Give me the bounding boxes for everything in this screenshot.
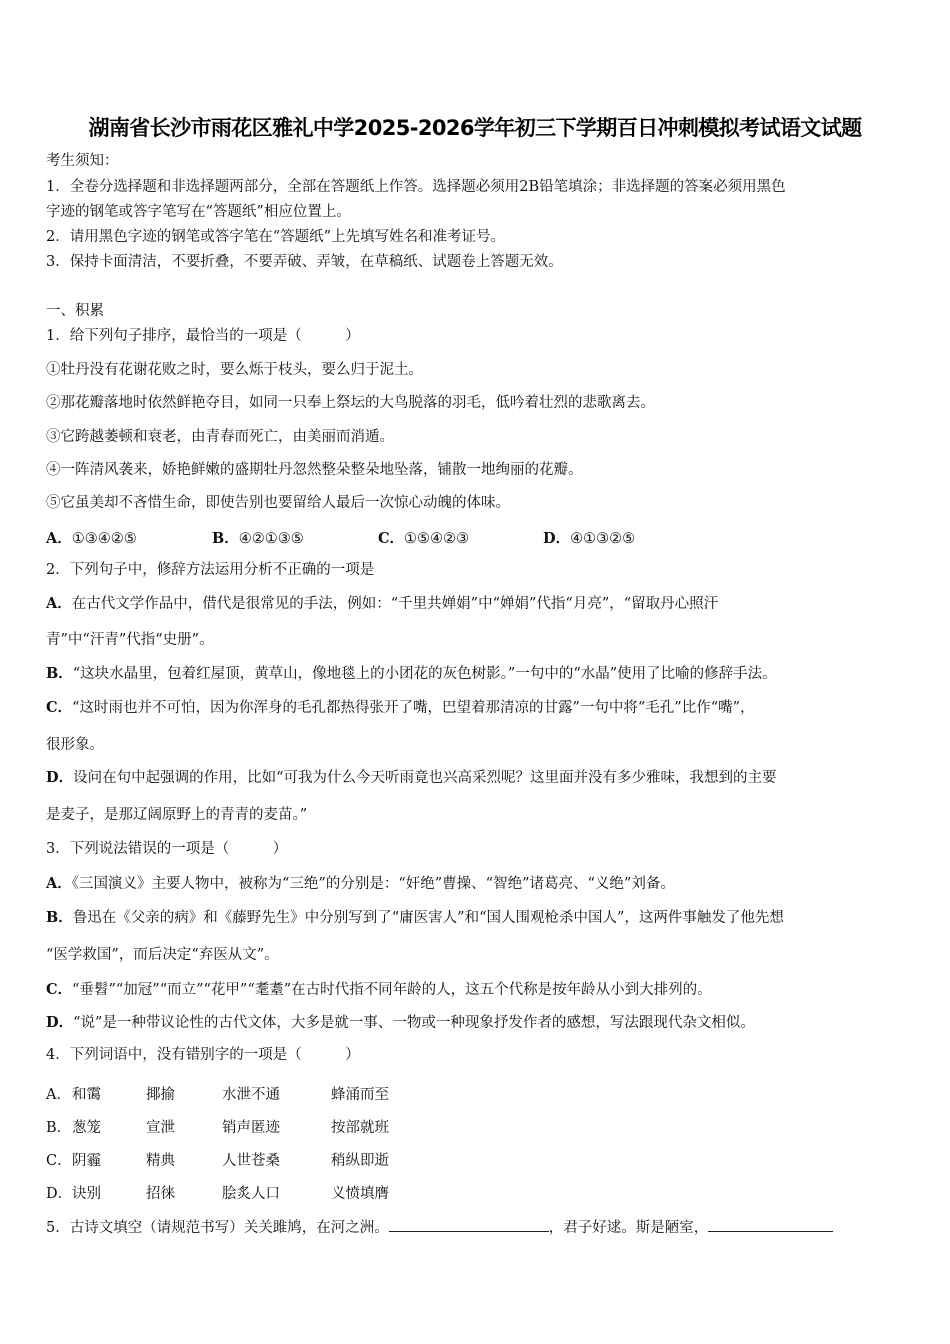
question-2-stem: 2．下列句子中，修辞方法运用分析不正确的一项是 — [46, 562, 375, 578]
option-label: D． — [46, 1014, 74, 1031]
option-word: 宣泄 — [146, 1120, 175, 1136]
option-text: ④②①③⑤ — [238, 531, 304, 547]
question-1-sentence: ④一阵清风袭来，娇艳鲜嫩的盛期牡丹忽然整朵整朵地坠落，铺散一地绚丽的花瓣。 — [46, 462, 583, 478]
option-label: C． — [46, 1153, 72, 1169]
notice-item: 2．请用黑色字迹的钢笔或答字笔在“答题纸”上先填写姓名和准考证号。 — [46, 229, 506, 245]
question-2-line — [46, 664, 777, 684]
option-word: 葱笼 — [72, 1120, 101, 1136]
question-3-line — [46, 945, 279, 965]
option-label: A． — [46, 595, 72, 612]
option-word: 销声匿迹 — [222, 1120, 280, 1136]
option-word: 义愤填膺 — [331, 1186, 389, 1202]
notice-heading: 考生须知： — [46, 153, 119, 169]
option-word: 诀别 — [72, 1186, 101, 1202]
option-word: 揶揄 — [146, 1087, 175, 1103]
question-3-line — [46, 874, 675, 894]
option-label: C． — [46, 699, 73, 716]
question-5-text: 5．古诗文填空（请规范书写）关关雎鸠，在河之洲。 — [46, 1220, 389, 1236]
question-1-sentence: ①牡丹没有花谢花败之时，要么烁于枝头，要么归于泥土。 — [46, 362, 423, 378]
question-1-stem: 1．给下列句子排序，最恰当的一项是（ ） — [46, 328, 360, 344]
option-text: 鲁迅在《父亲的病》和《藤野先生》中分别写到了“庸医害人”和“国人围观枪杀中国人”，这两件事触发了他先想 — [72, 910, 784, 926]
option-label: D． — [543, 530, 571, 547]
option-text: 是麦子，是那辽阔原野上的青青的麦苗。” — [46, 807, 308, 823]
option-c — [378, 527, 469, 548]
option-word: 阴霾 — [72, 1153, 101, 1169]
option-word: 蜂涌而至 — [331, 1087, 389, 1103]
question-2-line — [46, 594, 718, 614]
option-text: 设问在句中起强调的作用，比如“可我为什么今天听雨竟也兴高采烈呢？这里面并没有多少雅味，我想到的主要 — [73, 770, 777, 786]
exam-title: 湖南省长沙市雨花区雅礼中学2025-2026学年初三下学期百日冲刺模拟考试语文试题 — [88, 116, 862, 140]
option-label: D． — [46, 769, 74, 786]
option-text: ④①③②⑤ — [570, 531, 636, 547]
question-1-sentence: ②那花瓣落地时依然鲜艳夺目，如同一只奉上祭坛的大鸟脱落的羽毛，低吟着壮烈的悲歌离去。 — [46, 395, 655, 411]
option-label: A． — [46, 530, 72, 547]
question-2-line — [46, 630, 214, 650]
option-text: “这块水晶里，包着红屋顶，黄草山，像地毯上的小团花的灰色树影。”一句中的“水晶”使用了比喻的修辞手法。 — [72, 666, 777, 682]
question-3-line — [46, 980, 712, 1000]
question-1-sentence: ③它跨越萎顿和衰老，由青春而死亡，由美丽而消遁。 — [46, 429, 394, 445]
question-5-text: ，君子好逑。斯是陋室， — [548, 1220, 709, 1236]
option-word: 人世苍桑 — [222, 1153, 280, 1169]
question-2-line — [46, 768, 777, 788]
option-word: 按部就班 — [331, 1120, 389, 1136]
question-4-stem: 4．下列词语中，没有错别字的一项是（ ） — [46, 1047, 360, 1063]
option-text: 在古代文学作品中，借代是很常见的手法，例如：“千里共婵娟”中“婵娟”代指“月亮”，“留取丹心照汗 — [71, 596, 719, 612]
section-heading: 一、积累 — [46, 303, 104, 319]
option-label: B． — [212, 530, 239, 547]
answer-blank[interactable] — [389, 1217, 549, 1232]
notice-item: 3．保持卡面清洁，不要折叠，不要弄破、弄皱，在草稿纸、试题卷上答题无效。 — [46, 254, 563, 270]
option-word: 和霭 — [72, 1087, 101, 1103]
option-word: 脍炙人口 — [222, 1186, 280, 1202]
question-3-stem: 3．下列说法错误的一项是（ ） — [46, 841, 288, 857]
option-label: C． — [46, 981, 73, 998]
option-word: 稍纵即逝 — [331, 1153, 389, 1169]
option-text: 青”中“汗青”代指“史册”。 — [46, 632, 214, 648]
option-label: B． — [46, 909, 73, 926]
option-text: ①⑤④②③ — [404, 531, 470, 547]
option-label: B． — [46, 1120, 72, 1136]
question-2-line — [46, 735, 104, 755]
option-text: “说”是一种带议论性的古代文体，大多是就一事、一物或一种现象抒发作者的感想，写法跟现代杂文相似。 — [73, 1015, 755, 1031]
option-b — [212, 527, 304, 548]
option-text: “这时雨也并不可怕，因为你浑身的毛孔都热得张开了嘴，巴望着那清凉的甘露”一句中将“毛孔”比作“嘴”， — [72, 700, 755, 716]
option-text: “医学救国”，而后决定“弃医从文”。 — [46, 947, 279, 963]
question-2-line — [46, 698, 755, 718]
question-1-sentence: ⑤它虽美却不吝惜生命，即使告别也要留给人最后一次惊心动魄的体味。 — [46, 495, 510, 511]
option-label: B． — [46, 665, 73, 682]
answer-blank[interactable] — [708, 1217, 833, 1232]
option-label: A． — [46, 1087, 71, 1103]
option-label: D． — [46, 1186, 73, 1202]
option-d — [543, 527, 635, 548]
notice-item: 1．全卷分选择题和非选择题两部分，全部在答题纸上作答。选择题必须用2B铅笔填涂；非选择题的答案必须用黑色 — [46, 179, 786, 195]
option-text: 很形象。 — [46, 737, 104, 753]
question-3-line — [46, 908, 784, 928]
question-3-line — [46, 1013, 755, 1033]
option-label: A． — [46, 875, 72, 892]
option-word: 水泄不通 — [222, 1087, 280, 1103]
option-label: C． — [378, 530, 405, 547]
notice-item: 字迹的钢笔或答字笔写在“答题纸”相应位置上。 — [46, 204, 351, 220]
question-2-line — [46, 805, 307, 825]
question-5-stem — [46, 1217, 833, 1238]
option-word: 精典 — [146, 1153, 175, 1169]
option-a — [46, 527, 137, 548]
option-text: 《三国演义》主要人物中，被称为“三绝”的分别是：“奸绝”曹操、“智绝”诸葛亮、“义绝”刘备。 — [71, 876, 675, 892]
option-text: ①③④②⑤ — [71, 531, 137, 547]
option-text: “垂髫”“加冠”“而立”“花甲”“耄耋”在古时代指不同年龄的人，这五个代称是按年龄从小到大排列的。 — [72, 982, 712, 998]
option-word: 招徕 — [146, 1186, 175, 1202]
